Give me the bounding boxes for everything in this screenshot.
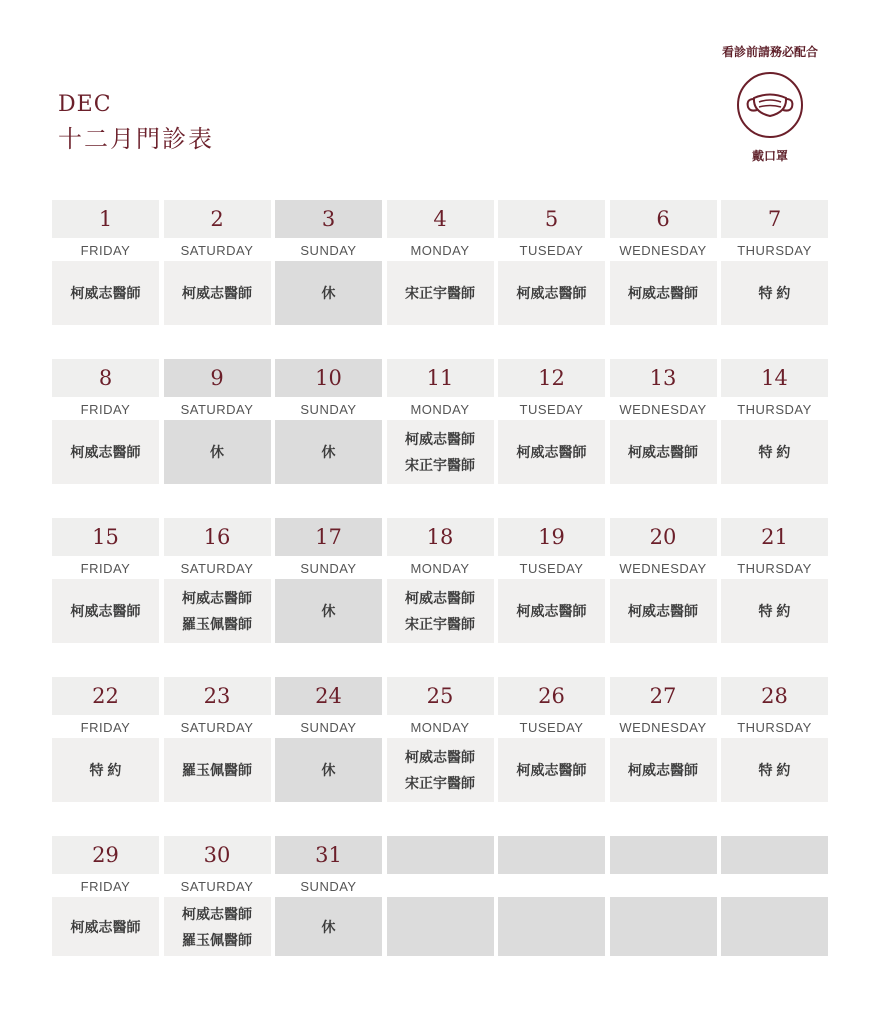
weekday-label: WEDNESDAY <box>619 402 707 417</box>
doctor-name: 柯威志醫師 <box>628 762 698 778</box>
day-cell <box>610 200 717 325</box>
doctor-name: 羅玉佩醫師 <box>182 762 252 778</box>
day-number: 27 <box>610 677 717 715</box>
doctor-schedule <box>721 420 828 484</box>
day-cell <box>275 518 382 643</box>
doctor-name: 柯威志醫師 <box>628 444 698 460</box>
closed-label: 休 <box>321 444 336 460</box>
closed-label: 休 <box>321 762 336 778</box>
doctor-name: 宋正宇醫師 <box>405 775 475 791</box>
day-cell <box>164 518 271 643</box>
mask-notice-text: 看診前請務必配合 <box>721 45 818 59</box>
page-title: 十二月門診表 <box>58 125 214 153</box>
weekday-label: TUSEDAY <box>519 561 584 576</box>
day-number <box>721 836 828 874</box>
day-number: 3 <box>275 200 382 238</box>
doctor-schedule <box>52 420 159 484</box>
day-number: 24 <box>275 677 382 715</box>
doctor-schedule <box>164 897 271 956</box>
doctor-name: 羅玉佩醫師 <box>182 931 252 948</box>
empty-day-cell <box>610 836 717 956</box>
weekday-label: MONDAY <box>410 243 470 258</box>
day-number: 30 <box>164 836 271 874</box>
doctor-name: 柯威志醫師 <box>405 590 475 606</box>
day-number: 6 <box>610 200 717 238</box>
day-number: 11 <box>387 359 494 397</box>
doctor-schedule <box>164 579 271 643</box>
day-number: 20 <box>610 518 717 556</box>
doctor-name: 柯威志醫師 <box>516 285 587 301</box>
day-cell <box>275 359 382 484</box>
doctor-name: 柯威志醫師 <box>182 590 252 606</box>
doctor-schedule <box>498 261 605 325</box>
day-cell <box>275 836 382 956</box>
weekday-label: FRIDAY <box>80 402 131 417</box>
weekday-label: TUSEDAY <box>519 402 584 417</box>
day-cell <box>721 359 828 484</box>
day-cell <box>164 677 271 802</box>
doctor-name: 柯威志醫師 <box>70 603 141 619</box>
empty-day-cell <box>498 836 605 956</box>
doctor-name: 柯威志醫師 <box>70 444 141 460</box>
doctor-schedule <box>52 579 159 643</box>
doctor-schedule <box>721 579 828 643</box>
doctor-name: 特 約 <box>758 444 791 460</box>
weekday-label: SATURDAY <box>180 402 254 417</box>
empty-day-cell <box>387 836 494 956</box>
doctor-name: 柯威志醫師 <box>516 444 587 460</box>
doctor-schedule <box>387 738 494 802</box>
day-number: 25 <box>387 677 494 715</box>
weekday-label: FRIDAY <box>80 720 131 735</box>
weekday-label: FRIDAY <box>80 561 131 576</box>
doctor-schedule <box>387 897 494 956</box>
day-cell <box>721 518 828 643</box>
weekday-label: WEDNESDAY <box>619 243 707 258</box>
doctor-schedule <box>164 261 271 325</box>
day-number: 8 <box>52 359 159 397</box>
doctor-schedule <box>387 420 494 484</box>
doctor-name: 特 約 <box>758 285 791 301</box>
doctor-schedule <box>52 261 159 325</box>
day-cell <box>52 200 159 325</box>
calendar-week <box>52 677 828 802</box>
day-number: 5 <box>498 200 605 238</box>
day-cell <box>52 518 159 643</box>
doctor-name: 柯威志醫師 <box>182 905 252 922</box>
day-number: 1 <box>52 200 159 238</box>
weekday-label: TUSEDAY <box>519 243 584 258</box>
day-number: 9 <box>164 359 271 397</box>
weekday-label: SUNDAY <box>300 561 357 576</box>
doctor-name: 柯威志醫師 <box>516 762 587 778</box>
doctor-name: 柯威志醫師 <box>516 603 587 619</box>
day-cell <box>387 200 494 325</box>
day-cell <box>610 359 717 484</box>
weekday-label: SATURDAY <box>180 879 254 894</box>
day-cell <box>498 518 605 643</box>
day-number: 29 <box>52 836 159 874</box>
day-cell <box>164 200 271 325</box>
day-cell <box>721 200 828 325</box>
day-number: 23 <box>164 677 271 715</box>
weekday-label: SUNDAY <box>300 720 357 735</box>
weekday-label: TUSEDAY <box>519 720 584 735</box>
doctor-schedule <box>164 738 271 802</box>
day-cell <box>52 677 159 802</box>
weekday-label: MONDAY <box>410 720 470 735</box>
day-number <box>387 836 494 874</box>
doctor-schedule <box>610 420 717 484</box>
day-number: 22 <box>52 677 159 715</box>
day-cell <box>610 518 717 643</box>
doctor-name: 宋正宇醫師 <box>405 616 475 632</box>
clinic-calendar <box>52 200 828 990</box>
day-number: 4 <box>387 200 494 238</box>
day-number: 12 <box>498 359 605 397</box>
weekday-label: SUNDAY <box>300 243 357 258</box>
day-cell <box>387 518 494 643</box>
day-cell <box>610 677 717 802</box>
day-number: 10 <box>275 359 382 397</box>
day-cell <box>721 677 828 802</box>
doctor-schedule <box>164 420 271 484</box>
day-cell <box>498 677 605 802</box>
mask-notice <box>716 44 824 164</box>
day-number: 15 <box>52 518 159 556</box>
day-number: 7 <box>721 200 828 238</box>
face-mask-icon <box>737 72 803 138</box>
day-cell <box>387 677 494 802</box>
doctor-schedule <box>721 897 828 956</box>
doctor-schedule <box>275 261 382 325</box>
day-cell <box>275 677 382 802</box>
day-cell <box>498 200 605 325</box>
day-cell <box>387 359 494 484</box>
day-cell <box>164 359 271 484</box>
weekday-label: SATURDAY <box>180 720 254 735</box>
doctor-schedule <box>275 420 382 484</box>
calendar-week <box>52 518 828 643</box>
doctor-schedule <box>610 579 717 643</box>
day-number <box>498 836 605 874</box>
doctor-schedule <box>498 897 605 956</box>
doctor-name: 柯威志醫師 <box>628 285 698 301</box>
weekday-label: THURSDAY <box>737 561 812 576</box>
day-number <box>610 836 717 874</box>
weekday-label: FRIDAY <box>80 243 131 258</box>
doctor-name: 特 約 <box>758 762 791 778</box>
day-number: 14 <box>721 359 828 397</box>
day-cell <box>164 836 271 956</box>
doctor-schedule <box>610 738 717 802</box>
day-number: 28 <box>721 677 828 715</box>
doctor-schedule <box>52 738 159 802</box>
doctor-schedule <box>610 261 717 325</box>
weekday-label: WEDNESDAY <box>619 720 707 735</box>
month-english: DEC <box>58 92 112 117</box>
day-number: 17 <box>275 518 382 556</box>
calendar-week <box>52 359 828 484</box>
day-number: 19 <box>498 518 605 556</box>
calendar-week <box>52 200 828 325</box>
doctor-schedule <box>721 738 828 802</box>
doctor-name: 宋正宇醫師 <box>405 457 475 473</box>
weekday-label: THURSDAY <box>737 720 812 735</box>
weekday-label: MONDAY <box>410 561 470 576</box>
doctor-schedule <box>387 261 494 325</box>
doctor-name: 特 約 <box>89 762 122 778</box>
day-number: 26 <box>498 677 605 715</box>
page-header <box>58 92 214 156</box>
doctor-schedule <box>498 579 605 643</box>
day-number: 31 <box>275 836 382 874</box>
doctor-schedule <box>387 579 494 643</box>
closed-label: 休 <box>321 285 336 301</box>
mask-label: 戴口罩 <box>751 149 788 163</box>
calendar-week <box>52 836 828 956</box>
doctor-schedule <box>498 738 605 802</box>
doctor-schedule <box>52 897 159 956</box>
weekday-label: SATURDAY <box>180 243 254 258</box>
doctor-name: 柯威志醫師 <box>628 603 698 619</box>
day-cell <box>498 359 605 484</box>
doctor-schedule <box>498 420 605 484</box>
doctor-name: 特 約 <box>758 603 791 619</box>
doctor-name: 柯威志醫師 <box>70 918 141 935</box>
closed-label: 休 <box>321 603 336 619</box>
day-number: 16 <box>164 518 271 556</box>
doctor-name: 柯威志醫師 <box>405 749 475 765</box>
day-number: 2 <box>164 200 271 238</box>
weekday-label: MONDAY <box>410 402 470 417</box>
day-number: 13 <box>610 359 717 397</box>
closed-label: 休 <box>210 444 224 460</box>
day-number: 18 <box>387 518 494 556</box>
closed-label: 休 <box>321 918 336 935</box>
empty-day-cell <box>721 836 828 956</box>
doctor-name: 柯威志醫師 <box>405 431 475 447</box>
doctor-schedule <box>610 897 717 956</box>
doctor-schedule <box>275 897 382 956</box>
doctor-name: 宋正宇醫師 <box>405 285 475 301</box>
doctor-schedule <box>275 738 382 802</box>
doctor-schedule <box>721 261 828 325</box>
weekday-label: THURSDAY <box>737 243 812 258</box>
weekday-label: SUNDAY <box>300 879 357 894</box>
weekday-label: THURSDAY <box>737 402 812 417</box>
doctor-name: 柯威志醫師 <box>70 285 141 301</box>
weekday-label: WEDNESDAY <box>619 561 707 576</box>
doctor-name: 羅玉佩醫師 <box>182 616 252 632</box>
weekday-label: FRIDAY <box>80 879 131 894</box>
weekday-label: SUNDAY <box>300 402 357 417</box>
day-cell <box>52 359 159 484</box>
day-cell <box>52 836 159 956</box>
weekday-label: SATURDAY <box>180 561 254 576</box>
doctor-name: 柯威志醫師 <box>182 285 252 301</box>
day-cell <box>275 200 382 325</box>
day-number: 21 <box>721 518 828 556</box>
doctor-schedule <box>275 579 382 643</box>
